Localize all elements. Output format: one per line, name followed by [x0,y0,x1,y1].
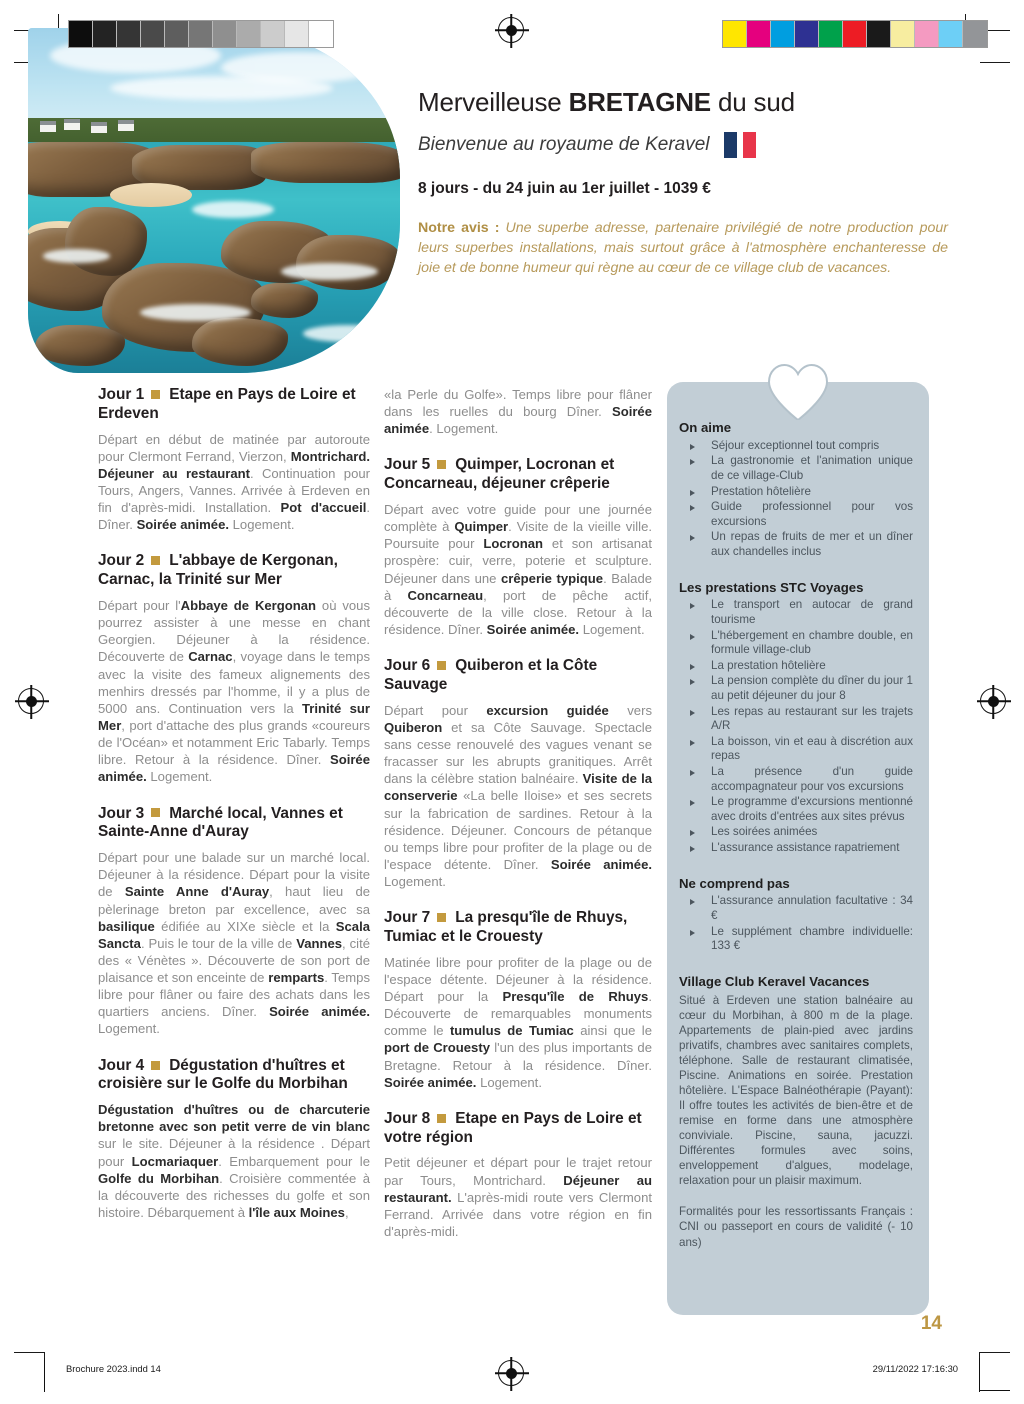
day-body-6 [384,702,652,891]
day-title-3: Marché local, Vannes et Sainte-Anne d'Auray [98,804,343,841]
prestations-list [679,598,913,855]
t: , [344,1205,349,1221]
t: , cité des « Vénètes ». Découverte de son port de plaisance et son enceinte de [98,935,370,986]
t: . Croisière commentée à la découverte des richesses du golfe et son histoire. Débarquement à [98,1170,370,1221]
crop-mark-top-right-h2 [980,62,1010,63]
t: , port d'attache des plus grands «coureurs de l'Océan» et notamment Eric Tabarly. Temps libre. Retour à la résidence. Dîner. [98,717,370,768]
photo-rock [251,283,318,318]
grayscale-swatch-8 [261,21,285,47]
t: , haut lieu de pèlerinage breton par excellence, avec sa [98,884,371,917]
formalites-text: Formalités pour les ressortissants Français : CNI ou passeport en cours de validité (- 10 ans) [679,1205,913,1249]
photo-village-houses [35,118,147,142]
gold-square-bullet-icon [437,661,446,670]
header-block [418,88,948,278]
t-b: Soirée animée. [550,856,652,872]
photo-foam [43,249,110,263]
crop-mark-bottom-left-h [14,1352,44,1353]
footer-divider-right [979,1358,980,1392]
t-b: Montrichard. Déjeuner au restaurant [98,448,370,481]
gold-square-bullet-icon [437,1114,446,1123]
editorial-note [418,218,948,278]
t-b: Golfe du Morbihan [98,1170,220,1186]
gold-square-bullet-icon [151,556,160,565]
t-b: Carnac [188,649,233,665]
registration-target-top [498,17,524,43]
photo-rock [35,325,124,366]
list-item: Le transport en autocar de grand tourisme [679,598,913,627]
day-heading-4 [98,1057,370,1095]
t: . Visite de la vieille ville. Poursuite pour [384,519,653,552]
day-heading-8 [384,1110,652,1148]
t: Matinée libre pour profiter de la plage ou de l'espace détente. Déjeuner à la résidence. Départ pour la [384,954,652,1005]
t: Départ pour une balade sur un marché local. Déjeuner à la résidence. Départ pour la visite de [98,850,370,900]
t-b: Soirée animée. [486,621,580,637]
t: ainsi que le [573,1023,652,1039]
day-body-8 [384,1154,652,1240]
t-b: crêperie typique [501,570,604,586]
t-b: Concarneau [407,587,484,603]
footer-divider-left [44,1358,45,1392]
color-swatch-4 [819,21,843,47]
subtitle-row [418,132,948,158]
grayscale-swatch-6 [213,21,237,47]
day-heading-6 [384,657,652,695]
t-b: Soirée animée [384,404,652,437]
color-swatch-8 [915,21,939,47]
flag-blue-stripe [724,132,737,158]
t-b: excursion guidée [486,702,609,718]
list-item: La boisson, vin et eau à discrétion aux repas [679,735,913,764]
editorial-note-text: Une superbe adresse, partenaire privilégié de notre production pour leurs superbes installations, mais surtout grâce à l'atmosphère enchanteresse de joie et de bonne humeur qui règne au cœur de ce village club de vacances. [418,219,948,277]
t: «La belle Iloise» et ses secrets sur la fabrication de sardines. Retour à la résidence. Déjeuner. Concours de pétanque ou temps libre pour profiter de la plage ou de l'espace détente. Dîner. [384,788,652,872]
gold-square-bullet-icon [437,460,446,469]
color-swatch-2 [771,21,795,47]
list-item: Le programme d'excursions mentionné avec droits d'entrées aux sites prévus [679,795,913,824]
t: où vous pourrez assister à une messe en chant Georgien. Déjeuner à la résidence. Découverte de [98,597,370,665]
day-label-6: Jour 6 [384,657,431,675]
footer-timestamp: 29/11/2022 17:16:30 [872,1363,958,1374]
grayscale-swatch-9 [285,21,309,47]
t: . Temps libre pour flâner ou faire des achats dans les quartiers anciens. Dîner. [98,970,370,1020]
t-b: Sainte Anne d'Auray [124,884,270,900]
on-aime-title: On aime [679,420,732,435]
grayscale-swatch-4 [165,21,189,47]
t-b: port de Crouesty [384,1040,490,1056]
day-label-8: Jour 8 [384,1109,431,1127]
color-swatch-3 [795,21,819,47]
t-b: Soirée animée. [384,1074,477,1090]
color-swatch-5 [843,21,867,47]
day-title-1: Etape en Pays de Loire et Erdeven [98,386,356,422]
photo-foam [303,325,392,342]
day-heading-1 [98,386,370,424]
grayscale-swatch-3 [141,21,165,47]
t-b: Dégustation d'huîtres ou de charcuterie bretonne avec son petit verre de vin blanc [98,1102,370,1135]
t-b: Quiberon [384,719,443,735]
t: . Balade à [384,570,653,603]
t: l'un des plus importants de Bretagne. Retour à la résidence. Dîner. [384,1040,652,1073]
day-label-5: Jour 5 [384,456,431,474]
t-b: basilique [98,918,155,934]
color-swatch-10 [963,21,987,47]
t: Départ pour [384,702,487,718]
t-b: tumulus de Tumiac [449,1023,574,1039]
t: . Logement. [429,421,499,437]
photo-foam [281,263,378,280]
t-b: Soirée animée. [98,752,370,785]
list-item: La pension complète du dîner du jour 1 au petit déjeuner du jour 8 [679,674,913,703]
list-item: La présence d'un guide accompagnateur pour vos excursions [679,765,913,794]
t: et son artisanat prospère: cuir, verre, poterie et sculpture. Déjeuner dans une [384,536,652,586]
t: vers [608,702,652,718]
t: sur le site. Déjeuner à la résidence . Départ pour [98,1136,370,1169]
crop-mark-bottom-right-h [980,1352,1010,1353]
t-b: Locronan [483,536,543,552]
day-body-1 [98,431,370,534]
t-b: remparts [268,970,325,986]
t: , voyage dans le temps avec la visite des fameux alignements des menhirs dressés par l'homme, il y a plus de 5000 ans. Continuation vers la [98,649,370,716]
t: L'après-midi route vers Clermont Ferrand. Arrivée dans votre région en fin d'après-midi. [384,1189,652,1240]
photo-rock [192,318,289,366]
t-b: Presqu'île de Rhuys [502,989,649,1005]
on-aime-list [679,439,913,560]
day-body-4-continued [384,386,652,437]
day-heading-5 [384,456,652,494]
day-label-3: Jour 3 [98,804,145,822]
gold-square-bullet-icon [151,1061,160,1070]
t: Logement. [98,1021,160,1037]
photo-foam [192,201,274,218]
t-b: Trinité sur Mer [98,700,370,733]
village-club-title: Village Club Keravel Vacances [679,973,870,989]
itinerary-column-2 [384,386,652,1259]
page-title [418,88,948,118]
t-b: Déjeuner au restaurant. [384,1172,653,1205]
t-b: Vannes [296,935,343,951]
list-item: Guide professionnel pour vos excursions [679,500,913,529]
list-item: L'assurance assistance rapatriement [679,841,913,856]
list-item: Séjour exceptionnel tout compris [679,439,913,454]
day-heading-3 [98,805,370,843]
village-club-description: Situé à Erdeven une station balnéaire au cœur du Morbihan, à 800 m de la plage. Appartements de plain-pied avec jardins privatifs, chambres avec sanitaires complets, téléphone. Salle de restaurant climatisée, Piscine. Animations en soirée. Prestation hôtelière. L'Espace Balnéothérapie (Payant): Il offre toutes les activités de bien-être et de remise en forme dans une atmosphère conviviale. Piscine, sauna, jacuzzi. Différentes formules avec soins, enveloppement d'algues, modelage, relaxation pour un plaisir maximum. [679,993,913,1188]
t: . Embarquement pour le [218,1153,370,1169]
day-title-8: Etape en Pays de Loire et votre région [384,1109,642,1146]
t: «la Perle du Golfe». Temps libre pour flâner dans les ruelles du bourg Dîner. [384,387,652,420]
day-body-5 [384,501,652,638]
editorial-note-label: Notre avis : [418,219,500,236]
list-item: L'hébergement en chambre double, en formule village-club [679,629,913,658]
list-item: Le supplément chambre individuelle: 133 € [679,925,913,954]
t-b: Locmariaquer [131,1153,219,1169]
gold-square-bullet-icon [151,808,160,817]
t: édifiée au XIXe siècle et la [154,918,336,934]
day-title-6: Quiberon et la Côte Sauvage [384,657,598,693]
day-body-3 [98,849,370,1038]
grayscale-swatch-7 [237,21,261,47]
grayscale-swatch-10 [309,21,333,47]
t: . Puis le tour de la ville de [140,935,297,951]
day-title-2: L'abbaye de Kergonan, Carnac, la Trinité sur Mer [98,552,338,589]
footer-file-label: Brochure 2023.indd 14 [66,1363,161,1374]
t: . Dîner. [98,500,370,533]
photo-cliff [251,142,400,183]
color-swatch-9 [939,21,963,47]
day-body-4 [98,1101,370,1221]
day-body-7 [384,954,652,1091]
registration-target-right [980,688,1006,714]
t: , port de pêche actif, découverte de la ville close. Retour à la résidence. Dîner. [384,587,652,637]
sidebar-content [667,382,929,1268]
day-title-4: Dégustation d'huîtres et croisière sur le Golfe du Morbihan [98,1056,348,1093]
t-b: Quimper [454,519,509,535]
t-b: l'île aux Moines [248,1205,345,1221]
page-title-bold: BRETAGNE [568,87,711,117]
list-item: Un repas de fruits de mer et un dîner aux chandelles inclus [679,530,913,559]
flag-red-stripe [743,132,756,158]
itinerary-column-1 [98,386,370,1240]
t: Logement. [384,874,446,890]
trip-duration-price: 8 jours - du 24 juin au 1er juillet - 1039 € [418,179,711,197]
grayscale-swatch-0 [69,21,93,47]
day-label-4: Jour 4 [98,1056,145,1074]
grayscale-swatch-2 [117,21,141,47]
color-swatch-6 [867,21,891,47]
heart-icon [767,364,829,420]
t: et sa Côte Sauvage. Spectacle sans cesse renouvelé des vagues venant se fracasser sur les abrupts granitiques. Arrêt dans la célèbre station balnéaire. [384,719,652,787]
gold-square-bullet-icon [437,913,446,922]
t-b: Visite de la conserverie [384,771,652,804]
t: Départ avec votre guide pour une journée complète à [384,501,652,535]
ne-comprend-pas-list [679,894,913,953]
page-title-part-1: Merveilleuse [418,87,569,117]
list-item: Les repas au restaurant sur les trajets A/R [679,705,913,734]
t: . Découverte de remarquables monuments comme le [384,989,652,1039]
list-item: La gastronomie et l'animation unique de ce village-Club [679,454,913,483]
t-b: Soirée animée. [136,517,230,533]
registration-target-bottom [498,1360,524,1386]
hero-photo-brittany-coast [28,28,400,373]
gold-square-bullet-icon [151,390,160,399]
grayscale-swatch-1 [93,21,117,47]
info-sidebar-panel [667,382,929,1315]
day-title-7: La presqu'île de Rhuys, Tumiac et le Crouesty [384,909,628,945]
registration-target-left [18,688,44,714]
day-label-2: Jour 2 [98,552,145,570]
color-control-bar [722,20,988,48]
t: Logement. [229,517,295,533]
t: Départ pour l' [98,597,181,613]
t-b: Abbaye de Kergonan [180,597,317,613]
list-item: Prestation hôtelière [679,485,913,500]
grayscale-swatch-5 [189,21,213,47]
list-item: Les soirées animées [679,825,913,840]
list-item: La prestation hôtelière [679,659,913,674]
t: . Continuation pour Tours, Angers, Vannes. Arrivée à Erdeven en fin d'après-midi. Installation. [98,465,370,516]
t-b: Scala Sancta [98,918,370,951]
day-label-7: Jour 7 [384,909,431,927]
day-title-5: Quimper, Locronan et Concarneau, déjeuner crêperie [384,456,615,493]
color-swatch-1 [747,21,771,47]
ne-comprend-pas-title: Ne comprend pas [679,875,790,891]
color-swatch-7 [891,21,915,47]
t: Départ en début de matinée par autoroute pour Clermont Ferrand, Vierzon, [98,431,370,464]
t: Logement. [146,769,213,785]
prestations-title: Les prestations STC Voyages [679,579,864,595]
day-body-2 [98,597,370,786]
day-label-1: Jour 1 [98,386,145,403]
footer-rule-right [980,1390,1010,1391]
t: Logement. [579,621,645,637]
french-flag-icon [724,132,756,158]
page-title-part-2: du sud [710,87,795,117]
list-item: L'assurance annulation facultative : 34 € [679,894,913,923]
page-number: 14 [920,1313,942,1334]
color-swatch-0 [723,21,747,47]
photo-rock [65,207,147,276]
t-b: Soirée animée. [269,1004,370,1020]
t-b: Pot d'accueil [280,500,367,516]
day-heading-7 [384,909,652,947]
t: Logement. [476,1074,542,1090]
page-subtitle: Bienvenue au royaume de Keravel [418,133,710,155]
t: Petit déjeuner et départ pour le trajet retour par Tours, Montrichard. [384,1155,652,1188]
grayscale-control-bar [68,20,334,48]
day-heading-2 [98,552,370,590]
